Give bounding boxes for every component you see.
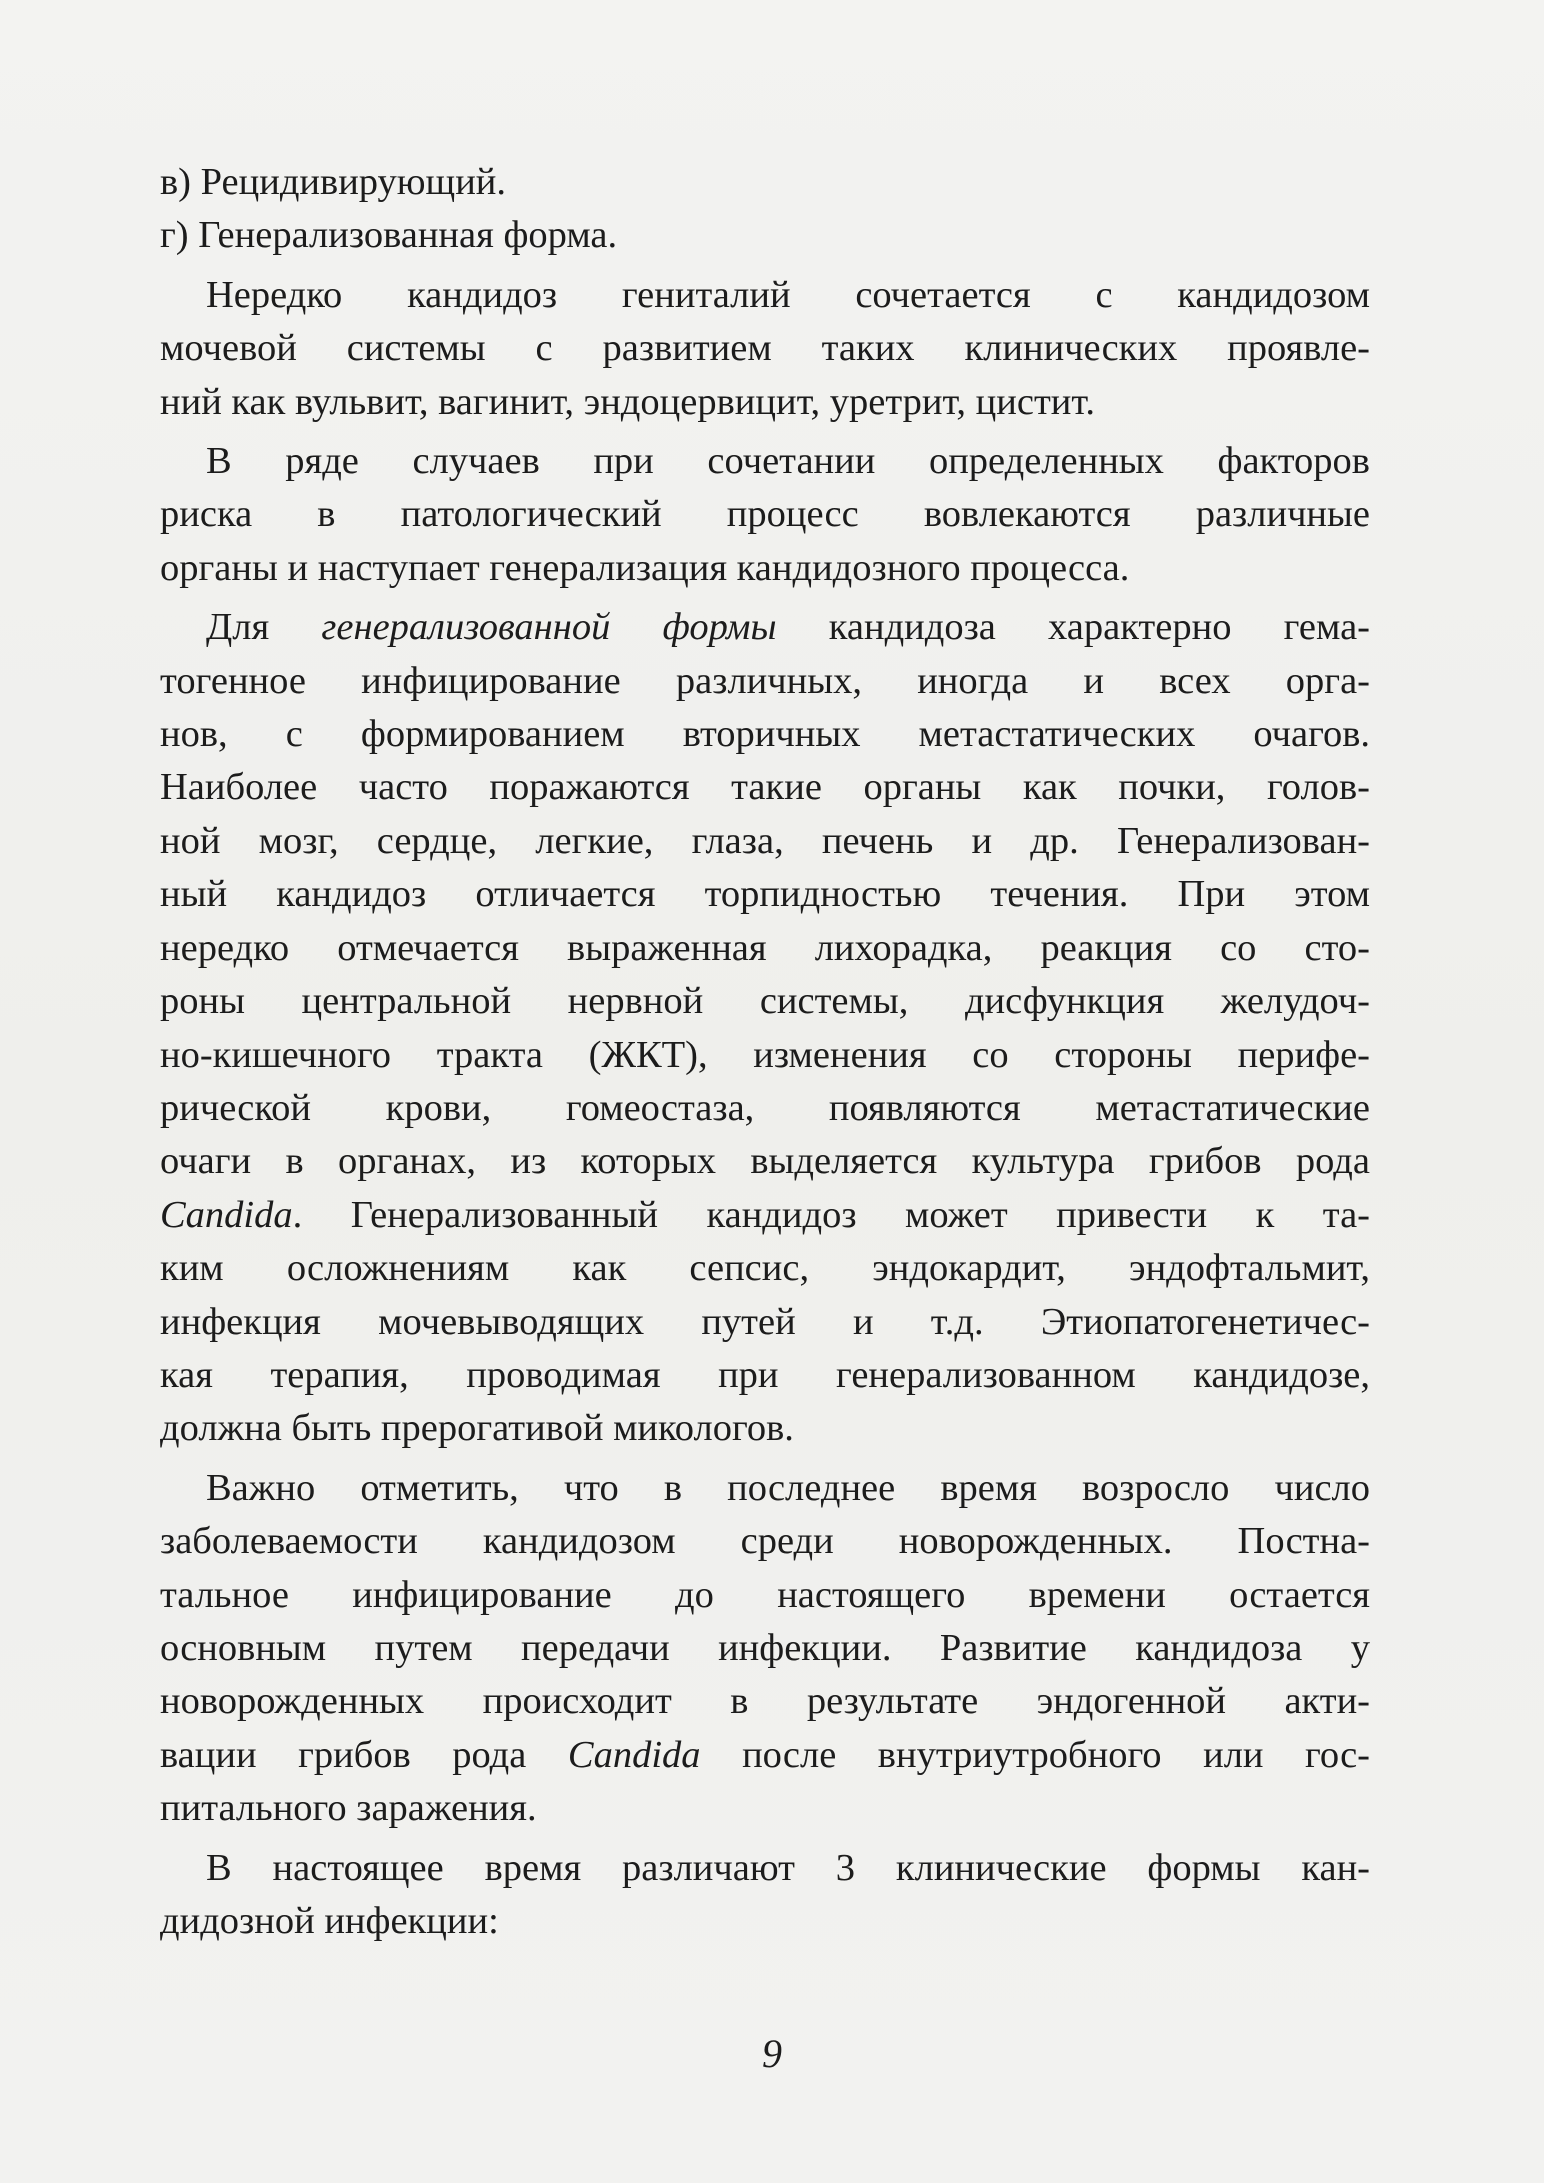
text-line: органы и наступает генерализация кандидозного процесса. xyxy=(160,546,1130,589)
text-line: нов, с формированием вторичных метастатических очагов. xyxy=(160,713,1370,756)
text-line: В настоящее время различают 3 клинические формы кан- xyxy=(206,1846,1370,1889)
text-line: но-кишечного тракта (ЖКТ), изменения со стороны перифе- xyxy=(160,1033,1370,1076)
text-line: Наиболее часто поражаются такие органы как почки, голов- xyxy=(160,766,1370,809)
text-line xyxy=(160,1729,1370,1782)
text-line: очаги в органах, из которых выделяется культура грибов рода xyxy=(160,1140,1370,1183)
text-line: кая терапия, проводимая при генерализованном кандидозе, xyxy=(160,1353,1370,1396)
text-line: нередко отмечается выраженная лихорадка, реакция со сто- xyxy=(160,926,1370,969)
body-text xyxy=(160,156,1370,1948)
text-line: Важно отметить, что в последнее время возросло число xyxy=(206,1466,1370,1509)
text-run: вации грибов рода xyxy=(160,1733,568,1776)
text-line: роны центральной нервной системы, дисфункция желудоч- xyxy=(160,980,1370,1023)
text-line xyxy=(160,601,1370,654)
text-line: риска в патологический процесс вовлекаются различные xyxy=(160,493,1370,536)
text-line: рической крови, гомеостаза, появляются метастатические xyxy=(160,1086,1370,1129)
text-line: заболеваемости кандидозом среди новорожденных. Постна- xyxy=(160,1520,1370,1563)
text-line: инфекция мочевыводящих путей и т.д. Этиопатогенетичес- xyxy=(160,1300,1370,1343)
list-item-v: в) Рецидивирующий. xyxy=(160,161,507,203)
text-run: кандидоза характерно гема- xyxy=(776,606,1370,649)
text-line: питального заражения. xyxy=(160,1787,537,1830)
text-line: ной мозг, сердце, легкие, глаза, печень и др. Генерализован- xyxy=(160,819,1370,862)
text-line: тогенное инфицирование различных, иногда и всех орга- xyxy=(160,659,1370,702)
page-number: 9 xyxy=(762,2031,782,2076)
text-line: Нередко кандидоз гениталий сочетается с кандидозом xyxy=(206,273,1370,316)
text-run: . Генерализованный кандидоз может привести к та- xyxy=(292,1193,1370,1236)
paragraph-risk-factors xyxy=(160,435,1370,595)
text-line: ный кандидоз отличается торпидностью течения. При этом xyxy=(160,873,1370,916)
paragraph-genital-candidiasis xyxy=(160,269,1370,429)
text-line: должна быть прерогативой микологов. xyxy=(160,1407,794,1450)
text-line xyxy=(160,1189,1370,1242)
text-run: после внутриутробного или гос- xyxy=(700,1733,1370,1776)
italic-term: Candida xyxy=(160,1193,293,1236)
text-line: тальное инфицирование до настоящего времени остается xyxy=(160,1573,1370,1616)
paragraph-newborns xyxy=(160,1462,1370,1836)
text-line: новорожденных происходит в результате эндогенной акти- xyxy=(160,1680,1370,1723)
paragraph-generalized-form xyxy=(160,601,1370,1456)
text-line: мочевой системы с развитием таких клинических проявле- xyxy=(160,327,1370,370)
italic-term: Candida xyxy=(567,1733,701,1776)
paragraph-clinical-forms xyxy=(160,1842,1370,1949)
italic-term: генерализованной формы xyxy=(321,606,777,649)
text-line: дидозной инфекции: xyxy=(160,1900,499,1942)
text-line: В ряде случаев при сочетании определенных факторов xyxy=(206,440,1370,483)
text-line: основным путем передачи инфекции. Развитие кандидоза у xyxy=(160,1626,1370,1669)
text-line: ний как вульвит, вагинит, эндоцервицит, уретрит, цистит. xyxy=(160,380,1095,423)
text-run: Для xyxy=(206,606,322,649)
text-line: ким осложнениям как сепсис, эндокардит, эндофтальмит, xyxy=(160,1247,1370,1290)
list-item-g: г) Генерализованная форма. xyxy=(160,214,618,257)
